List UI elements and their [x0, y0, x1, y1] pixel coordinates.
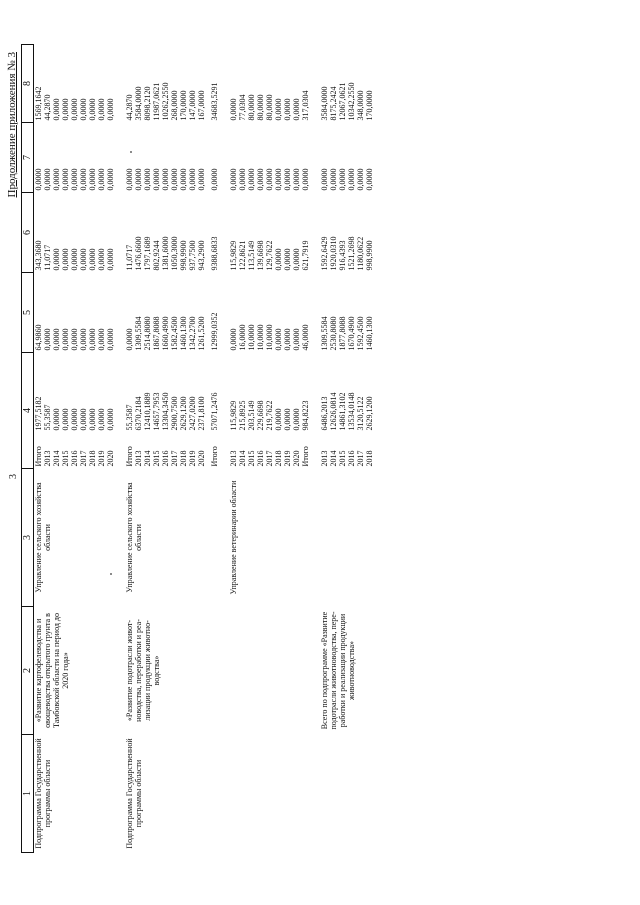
- amount-cell: 348,0000: [356, 90, 365, 121]
- amount-cell: 80,0000: [247, 94, 256, 121]
- amount-cell: 998,9900: [365, 240, 374, 271]
- amount-cell: 1977,5182: [34, 396, 43, 431]
- amount-cell: 1460,1300: [365, 316, 374, 351]
- amount-cell: 2629,1200: [365, 396, 374, 431]
- header-cell-4: 4: [22, 353, 34, 469]
- year-cell: 2019: [283, 450, 292, 467]
- year-cell: 2017: [170, 450, 179, 467]
- amount-cell: 0,0000: [43, 168, 52, 191]
- executor-cell: Управление ветеринарии области: [229, 480, 238, 595]
- amount-cell: 0,0000: [97, 328, 106, 351]
- amount-cell: 2900,7500: [170, 396, 179, 431]
- year-cell: Итого: [34, 446, 43, 467]
- amount-cell: 11987,0621: [152, 82, 161, 121]
- header-cell-3: 3: [22, 469, 34, 607]
- amount-cell: 0,0000: [70, 408, 79, 431]
- amount-cell: 0,0000: [179, 168, 188, 191]
- amount-cell: 16,0000: [238, 324, 247, 351]
- amount-cell: 0,0000: [106, 168, 115, 191]
- year-cell: 2016: [347, 450, 356, 467]
- amount-cell: 64,9860: [34, 324, 43, 351]
- year-cell: 2017: [79, 450, 88, 467]
- amount-cell: 219,7622: [265, 400, 274, 431]
- program-type-cell: [310, 735, 374, 853]
- scan-speck: [110, 573, 112, 575]
- year-cell: 2014: [52, 450, 61, 467]
- amount-cell: 1670,4900: [347, 316, 356, 351]
- amount-cell: 0,0000: [88, 248, 97, 271]
- amount-cell: 0,0000: [106, 408, 115, 431]
- amount-cell: 0,0000: [161, 168, 170, 191]
- program-name-cell: «Развитие картофелеводства и овощеводства открытого грунта в Тамбовской области на период до 2020 года»: [34, 613, 70, 729]
- amount-cell: 0,0000: [170, 168, 179, 191]
- header-cell-1: 1: [22, 735, 34, 853]
- year-cell: 2013: [43, 450, 52, 467]
- amount-cell: 0,0000: [88, 408, 97, 431]
- amount-cell: 46,0000: [301, 324, 310, 351]
- amount-cell: 12067,0621: [338, 82, 347, 121]
- amount-cell: 0,0000: [292, 328, 301, 351]
- amount-cell: 0,0000: [256, 168, 265, 191]
- amount-cell: 0,0000: [88, 98, 97, 121]
- amount-cell: 80,0000: [256, 94, 265, 121]
- amount-cell: 122,8621: [238, 240, 247, 271]
- amount-cell: 0,0000: [210, 168, 219, 191]
- amount-cell: 0,0000: [88, 328, 97, 351]
- amount-cell: 8175,2424: [329, 86, 338, 121]
- table-row: [219, 45, 238, 853]
- amount-cell: 80,0000: [265, 94, 274, 121]
- amount-cell: 0,0000: [52, 408, 61, 431]
- amount-cell: 12626,0814: [329, 392, 338, 431]
- table-row: [34, 45, 44, 853]
- year-cell: Итого: [301, 446, 310, 467]
- amount-cell: 998,9900: [179, 240, 188, 271]
- amount-cell: 1877,8088: [338, 316, 347, 351]
- year-cell: 2018: [365, 450, 374, 467]
- year-cell: Итого: [210, 446, 219, 467]
- amount-cell: 215,8925: [238, 400, 247, 431]
- amount-cell: 57071,2476: [210, 392, 219, 431]
- amount-cell: 916,4393: [338, 240, 347, 271]
- amount-cell: 0,0000: [292, 98, 301, 121]
- amount-cell: 147,0000: [188, 90, 197, 121]
- amount-cell: 0,0000: [356, 168, 365, 191]
- amount-cell: 11,0717: [43, 244, 52, 271]
- amount-cell: 0,0000: [43, 328, 52, 351]
- amount-cell: 0,0000: [274, 248, 283, 271]
- amount-cell: 0,0000: [292, 248, 301, 271]
- amount-cell: 0,0000: [34, 168, 43, 191]
- amount-cell: 113,5149: [247, 240, 256, 271]
- amount-cell: 229,6698: [256, 400, 265, 431]
- amount-cell: 3120,5122: [356, 396, 365, 431]
- amount-cell: 2629,1200: [179, 396, 188, 431]
- amount-cell: 0,0000: [143, 168, 152, 191]
- amount-cell: 0,0000: [52, 98, 61, 121]
- amount-cell: 10262,2550: [161, 82, 170, 121]
- amount-cell: 0,0000: [265, 168, 274, 191]
- amount-cell: 0,0000: [274, 408, 283, 431]
- amount-cell: 1660,4900: [161, 316, 170, 351]
- amount-cell: 0,0000: [283, 328, 292, 351]
- program-name-cell: Всего по подпрограмме «Развитие подотрасли животноводства, пере-работки и реализации продукции животноводства»: [320, 611, 356, 730]
- year-cell: 2015: [338, 450, 347, 467]
- amount-cell: 984,8223: [301, 400, 310, 431]
- year-cell: 2014: [329, 450, 338, 467]
- amount-cell: 10,0000: [265, 324, 274, 351]
- amount-cell: 1180,0622: [356, 236, 365, 271]
- amount-cell: 0,0000: [125, 168, 134, 191]
- amount-cell: 0,0000: [52, 248, 61, 271]
- amount-cell: 1342,2700: [188, 316, 197, 351]
- amount-cell: 1309,5584: [320, 316, 329, 351]
- amount-cell: 0,0000: [283, 98, 292, 121]
- amount-cell: 11,0717: [125, 244, 134, 271]
- table-body: [34, 45, 375, 853]
- amount-cell: 1920,0310: [329, 236, 338, 271]
- executor-cell: [310, 469, 374, 607]
- amount-cell: 1592,6429: [320, 236, 329, 271]
- amount-cell: 343,3680: [34, 240, 43, 271]
- amount-cell: 0,0000: [188, 168, 197, 191]
- amount-cell: 0,0000: [338, 168, 347, 191]
- amount-cell: 0,0000: [292, 408, 301, 431]
- amount-cell: 0,0000: [79, 248, 88, 271]
- program-name-cell: «Развитие подотрасли живот-новодства, переработки и реа-лизации продукции животно-водства»: [125, 619, 161, 722]
- amount-cell: 2530,8080: [329, 316, 338, 351]
- amount-cell: 6486,2013: [320, 396, 329, 431]
- amount-cell: 0,0000: [88, 168, 97, 191]
- amount-cell: 0,0000: [79, 328, 88, 351]
- amount-cell: 0,0000: [329, 168, 338, 191]
- amount-cell: 0,0000: [70, 168, 79, 191]
- amount-cell: 1582,4500: [170, 316, 179, 351]
- amount-cell: 0,0000: [61, 98, 70, 121]
- year-cell: 2018: [179, 450, 188, 467]
- amount-cell: 170,0000: [179, 90, 188, 121]
- amount-cell: 167,0000: [197, 90, 206, 121]
- amount-cell: 55,3587: [125, 404, 134, 431]
- year-cell: 2020: [197, 450, 206, 467]
- continuation-caption: Продолжение приложения № 3: [6, 52, 18, 198]
- amount-cell: 170,0000: [365, 90, 374, 121]
- amount-cell: 0,0000: [61, 408, 70, 431]
- amount-cell: 0,0000: [70, 328, 79, 351]
- year-cell: 2014: [143, 450, 152, 467]
- amount-cell: 14657,7953: [152, 392, 161, 431]
- year-cell: 2013: [320, 450, 329, 467]
- amount-cell: 0,0000: [274, 328, 283, 351]
- year-cell: 2019: [188, 450, 197, 467]
- program-type-cell: [219, 735, 310, 853]
- amount-cell: 0,0000: [79, 98, 88, 121]
- amount-cell: 0,0000: [247, 168, 256, 191]
- year-cell: 2018: [274, 450, 283, 467]
- amount-cell: 0,0000: [97, 408, 106, 431]
- budget-table: [21, 44, 374, 853]
- amount-cell: 0,0000: [125, 328, 134, 351]
- year-cell: 2016: [70, 450, 79, 467]
- year-cell: 2015: [247, 450, 256, 467]
- amount-cell: 1797,1689: [143, 236, 152, 271]
- amount-cell: 0,0000: [61, 248, 70, 271]
- year-cell: 2020: [292, 450, 301, 467]
- amount-cell: 12410,1889: [143, 392, 152, 431]
- amount-cell: 1867,8088: [152, 316, 161, 351]
- amount-cell: 129,7622: [265, 240, 274, 271]
- amount-cell: 0,0000: [301, 168, 310, 191]
- year-cell: 2019: [97, 450, 106, 467]
- amount-cell: 139,6698: [256, 240, 265, 271]
- executor-cell: Управление сельского хозяйства области: [34, 482, 52, 593]
- amount-cell: 0,0000: [229, 328, 238, 351]
- amount-cell: 203,5149: [247, 400, 256, 431]
- executor-cell: Управление сельского хозяйства области: [125, 482, 143, 593]
- amount-cell: 55,3587: [43, 404, 52, 431]
- header-cell-2: 2: [22, 607, 34, 735]
- amount-cell: 1476,6600: [134, 236, 143, 271]
- amount-cell: 2514,8080: [143, 316, 152, 351]
- amount-cell: 13304,3450: [161, 392, 170, 431]
- amount-cell: 0,0000: [274, 168, 283, 191]
- amount-cell: 0,0000: [79, 408, 88, 431]
- amount-cell: 268,0000: [170, 90, 179, 121]
- amount-cell: 1309,5584: [134, 316, 143, 351]
- year-cell: 2016: [161, 450, 170, 467]
- table-row: [115, 45, 134, 853]
- amount-cell: 0,0000: [229, 98, 238, 121]
- amount-cell: 0,0000: [274, 98, 283, 121]
- table-row: [310, 45, 329, 853]
- year-cell: 2015: [61, 450, 70, 467]
- amount-cell: 10,0000: [256, 324, 265, 351]
- amount-cell: 8098,2120: [143, 86, 152, 121]
- amount-cell: 10342,2550: [347, 82, 356, 121]
- amount-cell: 0,0000: [292, 168, 301, 191]
- amount-cell: 0,0000: [106, 328, 115, 351]
- header-cell-5: 5: [22, 273, 34, 353]
- header-cell-8: 8: [22, 45, 34, 123]
- header-cell-7: 7: [22, 123, 34, 193]
- amount-cell: 3584,0000: [134, 86, 143, 121]
- amount-cell: 1521,2698: [347, 236, 356, 271]
- amount-cell: 0,0000: [229, 168, 238, 191]
- amount-cell: 0,0000: [283, 248, 292, 271]
- amount-cell: 14861,3102: [338, 392, 347, 431]
- amount-cell: 12999,0352: [210, 312, 219, 351]
- amount-cell: 0,0000: [283, 408, 292, 431]
- amount-cell: 0,0000: [347, 168, 356, 191]
- year-cell: 2017: [265, 450, 274, 467]
- header-cell-6: 6: [22, 193, 34, 273]
- year-cell: 2020: [106, 450, 115, 467]
- amount-cell: 2427,0200: [188, 396, 197, 431]
- amount-cell: 317,0304: [301, 90, 310, 121]
- program-type-cell: Подпрограмма Государственной программы области: [125, 738, 143, 849]
- amount-cell: 0,0000: [70, 98, 79, 121]
- amount-cell: 0,0000: [197, 168, 206, 191]
- amount-cell: 1569,1642: [34, 86, 43, 121]
- amount-cell: 0,0000: [238, 168, 247, 191]
- year-cell: 2018: [88, 450, 97, 467]
- amount-cell: 2371,8100: [197, 396, 206, 431]
- amount-cell: 0,0000: [97, 98, 106, 121]
- amount-cell: 0,0000: [52, 168, 61, 191]
- amount-cell: 77,0304: [238, 94, 247, 121]
- amount-cell: 6370,2184: [134, 396, 143, 431]
- amount-cell: 937,7500: [188, 240, 197, 271]
- amount-cell: 1381,6000: [161, 236, 170, 271]
- year-cell: 2013: [229, 450, 238, 467]
- amount-cell: 621,7919: [301, 240, 310, 271]
- scan-speck: [130, 151, 132, 153]
- amount-cell: 44,2870: [125, 94, 134, 121]
- year-cell: 2015: [152, 450, 161, 467]
- amount-cell: 1592,4500: [356, 316, 365, 351]
- amount-cell: 1050,3000: [170, 236, 179, 271]
- amount-cell: 0,0000: [320, 168, 329, 191]
- amount-cell: 13534,0148: [347, 392, 356, 431]
- amount-cell: 115,9829: [229, 400, 238, 431]
- amount-cell: 0,0000: [70, 248, 79, 271]
- year-cell: 2017: [356, 450, 365, 467]
- amount-cell: 0,0000: [61, 328, 70, 351]
- program-name-cell: [219, 607, 310, 735]
- amount-cell: 0,0000: [97, 248, 106, 271]
- amount-cell: 0,0000: [106, 98, 115, 121]
- amount-cell: 0,0000: [134, 168, 143, 191]
- amount-cell: 943,2900: [197, 240, 206, 271]
- amount-cell: 3584,0000: [320, 86, 329, 121]
- amount-cell: 9388,6833: [210, 236, 219, 271]
- year-cell: Итого: [125, 446, 134, 467]
- amount-cell: 0,0000: [365, 168, 374, 191]
- program-type-cell: Подпрограмма Государственной программы области: [34, 738, 52, 849]
- amount-cell: 10,0000: [247, 324, 256, 351]
- year-cell: 2013: [134, 450, 143, 467]
- amount-cell: 0,0000: [97, 168, 106, 191]
- amount-cell: 0,0000: [106, 248, 115, 271]
- amount-cell: 0,0000: [283, 168, 292, 191]
- amount-cell: 0,0000: [79, 168, 88, 191]
- amount-cell: 34683,5291: [210, 82, 219, 121]
- year-cell: 2016: [256, 450, 265, 467]
- year-cell: 2014: [238, 450, 247, 467]
- amount-cell: 0,0000: [52, 328, 61, 351]
- amount-cell: 0,0000: [61, 168, 70, 191]
- amount-cell: 1460,1300: [179, 316, 188, 351]
- amount-cell: 1261,5200: [197, 316, 206, 351]
- amount-cell: 115,9829: [229, 240, 238, 271]
- amount-cell: 0,0000: [152, 168, 161, 191]
- amount-cell: 802,9244: [152, 240, 161, 271]
- amount-cell: 44,2870: [43, 94, 52, 121]
- page-number: 3: [8, 474, 19, 479]
- header-row: [22, 45, 34, 853]
